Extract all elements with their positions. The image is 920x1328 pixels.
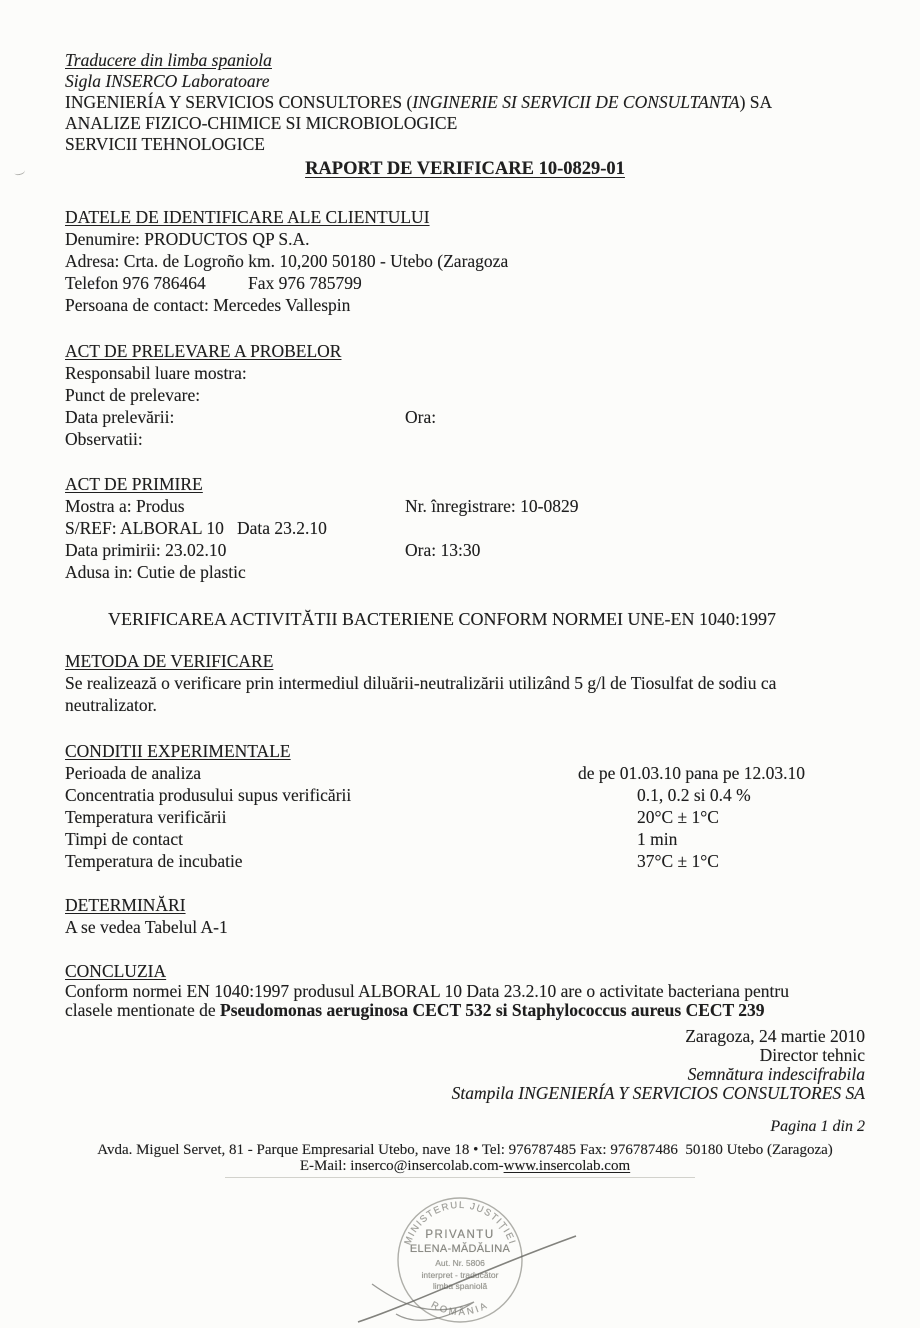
stamp-authorization: Aut. Nr. 5806 [435,1258,485,1268]
signature-block [65,1027,865,1103]
services-line-1: ANALIZE FIZICO-CHIMICE SI MICROBIOLOGICE [65,113,458,133]
condition-value: 1 min [637,829,678,849]
stamp-arc-bottom-text: ROMÂNIA [429,1299,491,1319]
signature-note: Semnătura indescifrabila [687,1064,865,1084]
stamp-note: Stampila INGENIERÍA Y SERVICIOS CONSULTORES SA [451,1083,865,1103]
conclusion-heading: CONCLUZIA [65,961,167,981]
footer-address: Avda. Miguel Servet, 81 - Parque Empresarial Utebo, nave 18 • Tel: 976787485 Fax: 976787486 50180 Utebo (Zaragoza) [97,1142,833,1158]
method-text-line2: neutralizator. [65,695,157,715]
receipt-reference: S/REF: ALBORAL 10 Data 23.2.10 [65,518,327,538]
conditions-section [65,740,865,872]
condition-label: Timpi de contact [65,829,183,849]
condition-label: Concentratia produsului supus verificării [65,785,352,805]
stamp-title: interpret - traducător [421,1270,499,1280]
client-heading: DATELE DE IDENTIFICARE ALE CLIENTULUI [65,207,430,227]
receipt-date: Data primirii: 23.02.10 [65,540,227,560]
footer-rule [225,1177,695,1178]
signature-stroke [352,1222,582,1328]
condition-row-concentration [65,784,865,806]
conclusion-section [65,960,865,1020]
receipt-sample-row [65,495,865,517]
report-header [65,50,865,155]
condition-value: 37°C ± 1°C [637,851,719,871]
condition-value: 20°C ± 1°C [637,807,719,827]
sampling-date-row [65,406,865,428]
client-fax: Fax 976 785799 [248,273,362,293]
company-name-line [65,92,865,113]
conclusion-organisms: Pseudomonas aeruginosa CECT 532 si Staphylococcus aureus CECT 239 [220,1000,765,1020]
receipt-registration-number: Nr. înregistrare: 10-0829 [405,496,579,516]
stamp-last-name: ELENA-MĂDĂLINA [409,1243,511,1255]
condition-row-verification-temp [65,806,865,828]
sampling-heading: ACT DE PRELEVARE A PROBELOR [65,341,342,361]
footer-website: www.insercolab.com [503,1158,631,1174]
sampling-observations: Observatii: [65,429,143,449]
receipt-heading: ACT DE PRIMIRE [65,474,203,494]
stamp-language: limba spaniolă [432,1281,488,1291]
condition-row-incubation-temp [65,850,865,872]
logo-note: Sigla INSERCO Laboratoare [65,71,270,91]
receipt-sample: Mostra a: Produs [65,496,185,516]
sampling-date-label: Data prelevării: [65,407,175,427]
client-section [65,206,865,316]
client-name: Denumire: PRODUCTOS QP S.A. [65,229,310,249]
company-name-post: ) SA [739,92,773,112]
condition-label: Perioada de analiza [65,763,202,783]
footer-email: E-Mail: inserco@insercolab.com- [299,1158,504,1174]
condition-label: Temperatura verificării [65,807,227,827]
conclusion-text [65,982,865,1020]
sampling-point: Punct de prelevare: [65,385,201,405]
conclusion-line2 [65,1001,865,1020]
conclusion-line2-normal: clasele mentionate de [65,1000,220,1020]
receipt-section [65,473,865,583]
conclusion-line1: Conform normei EN 1040:1997 produsul ALBORAL 10 Data 23.2.10 are o activitate bacteriana pentru [65,981,789,1001]
condition-value: 0.1, 0.2 si 0.4 % [637,785,751,805]
condition-row-contact-time [65,828,865,850]
condition-value: de pe 01.03.10 pana pe 12.03.10 [578,763,805,783]
receipt-time: Ora: 13:30 [405,540,481,560]
company-name-pre: INGENIERÍA Y SERVICIOS CONSULTORES ( [65,92,413,112]
determinations-section [65,894,865,938]
client-contact: Persoana de contact: Mercedes Vallespin [65,295,351,315]
sampling-time-label: Ora: [405,407,437,427]
company-name-translated: INGINERIE SI SERVICII DE CONSULTANTA [412,92,740,112]
footer-email-line [65,1158,865,1174]
page-number: Pagina 1 din 2 [770,1118,865,1135]
method-section [65,650,865,716]
receipt-date-row [65,539,865,561]
method-heading: METODA DE VERIFICARE [65,651,274,671]
report-title: RAPORT DE VERIFICARE 10-0829-01 [305,159,625,179]
translation-note: Traducere din limba spaniola [65,50,272,70]
sampling-section [65,340,865,450]
sampling-responsible: Responsabil luare mostra: [65,363,247,383]
client-phone: Telefon 976 786464 [65,273,206,293]
page-footer [65,1142,865,1174]
determinations-text: A se vedea Tabelul A-1 [65,917,228,937]
condition-label: Temperatura de incubatie [65,851,243,871]
stamp-arc-top-text: MINISTERUL JUSTIȚIEI [402,1199,518,1247]
signature-role: Director tehnic [759,1045,865,1065]
receipt-container: Adusa in: Cutie de plastic [65,562,246,582]
conditions-heading: CONDITII EXPERIMENTALE [65,741,291,761]
signature-place-date: Zaragoza, 24 martie 2010 [685,1026,865,1046]
client-address: Adresa: Crta. de Logroño km. 10,200 50180 - Utebo (Zaragoza [65,251,509,271]
condition-row-period [65,762,865,784]
stamp-first-name: PRIVANTU [425,1229,495,1241]
services-line-2: SERVICII TEHNOLOGICE [65,134,265,154]
client-phone-row [65,272,865,294]
determinations-heading: DETERMINĂRI [65,895,186,915]
method-text-line1: Se realizează o verificare prin intermediul diluării-neutralizării utilizând 5 g/l de Tiosulfat de sodiu ca [65,673,777,693]
verification-title: VERIFICAREA ACTIVITĂTII BACTERIENE CONFORM NORMEI UNE-EN 1040:1997 [108,609,776,629]
